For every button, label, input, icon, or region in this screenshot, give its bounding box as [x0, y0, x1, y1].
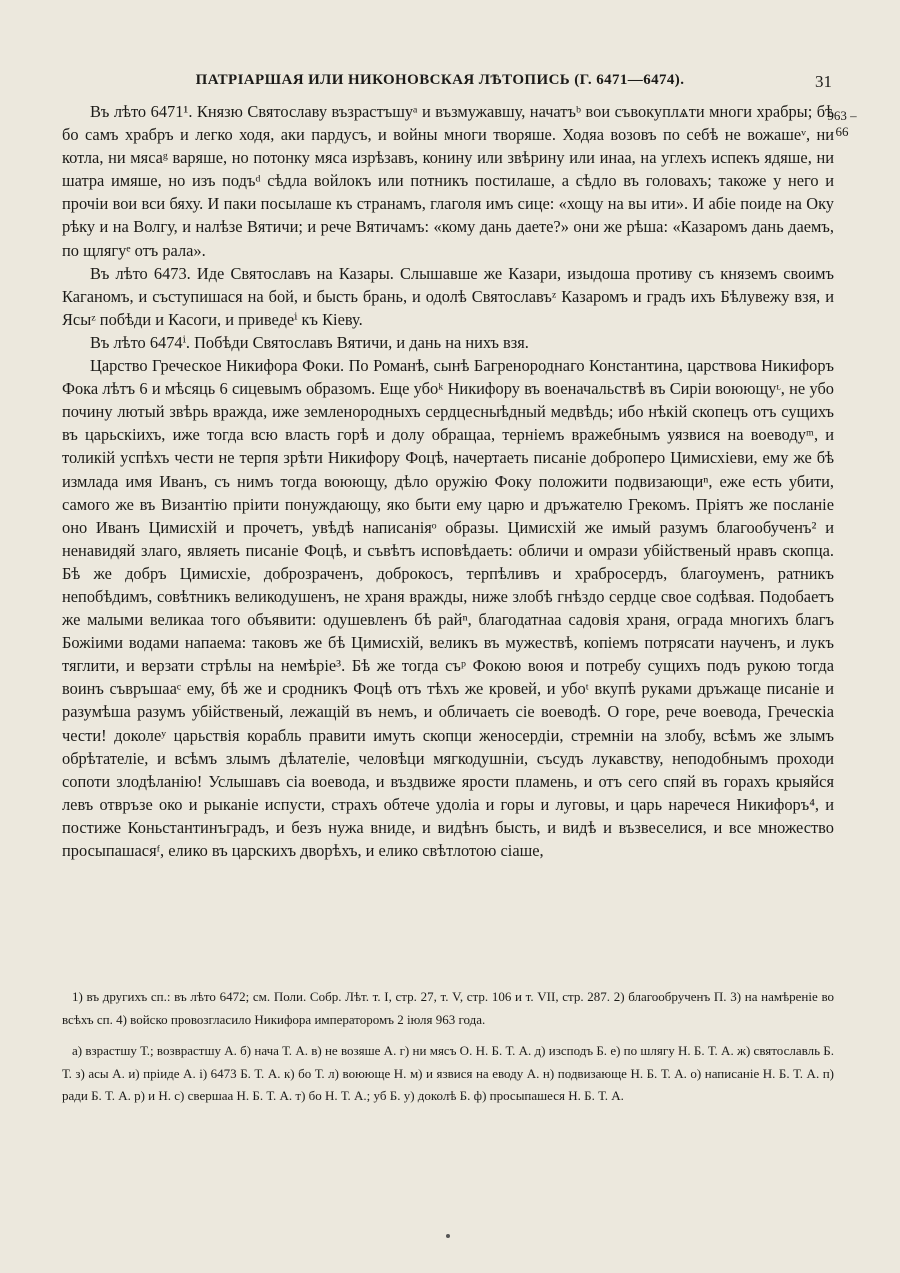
footnotes-variants	[62, 1040, 834, 1108]
footnotes-main	[62, 986, 834, 1031]
paragraph: Въ лѣто 6471¹. Князю Святославу възрастъшуᵃ и възмужавшу, начатъᵇ вои съвокуплѧти многи храбры; бѣ бо самъ храбръ и легко ходя, аки пардусъ, и войны многи творяше. Ходяа возовъ по себѣ не вожашеᵛ, ни котла, ни мясаᵍ варяше, но потонку мяса изрѣзавъ, конину или звѣрину или инаа, на углехъ испекъ ядяше, ни шатра имяше, но изъ подъᵈ сѣдла войлокъ или потникъ постилаше, а сѣдло въ головахъ; такоже у него и прочіи вои вси бяху. И паки посылаше къ странамъ, глаголя имъ сице: «хощу на вы ити». И абіе поиде на Оку рѣку и на Волгу, и налѣзе Вятичи; и рече Вятичамъ: «кому дань даете?» они же рѣша: «Казаромъ дань даемъ, по щлягуᵉ отъ рала».	[62, 102, 834, 260]
paragraph: Въ лѣто 6474ⁱ. Побѣди Святославъ Вятичи, и дань на нихъ взя.	[90, 332, 529, 352]
paragraph: Царство Греческое Никифора Фоки. По Романѣ, сынѣ Багренороднаго Константина, царствова Никифоръ Фока лѣтъ 6 и мѣсяць 6 сицевымъ образомъ. Еще убоᵏ Никифору въ военачальствѣ въ Сиріи воюющуᶫ, не убо почину лютый звѣрь вражда, иже земленородныхъ сердцесныѣдный медвѣдь; ибо нѣкій скопецъ отъ сущихъ въ царьскіихъ, иже тогда всю власть горѣ и долу обращаа, терніемъ вражебнымъ уязвися на воеводуᵐ, и толикій успѣхъ чести не терпя зрѣти Никифору Фоцѣ, начертаеть писаніе доброперо Цимисхіеви, ему же бѣ измлада имя Иванъ, съ нимъ тогда воюющу, дѣло оружію Фоку положити подвизающиⁿ, еже есть убити, самого же въ Византію пріити понуждающу, яко быти ему царю и дръжателю Грекомъ. Пріятъ же посланіе оно Иванъ Цимисхій и прочетъ, увѣдѣ написаніяᵒ образы. Цимисхій же имый разумъ благообученъ² и ненавидяй злаго, являеть писаніе Фоцѣ, и съвѣтъ исповѣдаеть: обличи и омрази убійственый нравъ скопца. Бѣ же добръ Цимисхіе, доброзраченъ, доброкосъ, терпѣливъ и храбросердъ, благоуменъ, ратникъ непобѣдимъ, совѣтникъ великодушенъ, не храня вражды, ниже злобѣ гнѣздо сердце свое содѣвая. Подобаетъ же малыми великаа того объявити: одушевленъ бѣ райⁿ, благодатнаа садовія храня, ограда многихъ благъ Божіими водами напаема: таковъ же бѣ Цимисхій, великъ въ мужествѣ, копіемъ потрясати наученъ, и лукъ тяглити, и верзати стрѣлы на немѣріе³. Бѣ же тогда съᵖ Фокою воюя и потребу сущихъ подъ рукою тогда воинъ съвръшааᶜ ему, бѣ же и сродникъ Фоцѣ отъ тѣхъ же кровей, и убоᵗ вкупѣ руками дръжаще писаніе и разумѣша разумъ убійственый, лежащій въ немъ, и обличаеть сіе воеводѣ. О горе, рече воевода, Греческіа чести! доколеʸ царьствія корабль правити имуть скопци женосердіи, стремніи на злобу, всѣмъ же злымъ обрѣтателіе, и всѣмъ злымъ дѣлателіе, человѣци мягкодушніи, съсудъ лукавству, неподобнымъ проходи сопоти злодѣланію! Услышавъ сіа воевода, и въздвиже ярости пламень, и отъ сего спяй въ горахъ крыяйся левъ отвръзе око и рыканіе испусти, страхъ обтече удоліа и горы и луговы, и царь наречеся Никифоръ⁴, и постиже Коньстантинъградъ, и безъ нужа вниде, и видѣнъ бысть, и видѣ и възвеселися, и все множество просыпашасяᶠ, елико въ царскихъ дворѣхъ, и елико свѣтлотою сіаше,	[62, 356, 834, 860]
chronicle-text	[62, 100, 834, 862]
page-number: 31	[815, 72, 832, 91]
paragraph: Въ лѣто 6473. Иде Святославъ на Казары. Слышавше же Казари, изыдоша противу съ княземъ своимъ Каганомъ, и съступишася на бой, и бысть брань, и одолѣ Святославъᶻ Казаромъ и градъ ихъ Бѣлувежу взя, и Ясыᶻ побѣди и Касоги, и приведеⁱ къ Кіеву.	[62, 263, 834, 329]
running-header: ПАТРІАРШАЯ ИЛИ НИКОНОВСКАЯ ЛѢТОПИСЬ (Г. 6471—6474).	[195, 72, 685, 88]
margin-year-note: 963 – 66	[827, 108, 857, 139]
footnote-text: 1) въ другихъ сп.: въ лѣто 6472; см. Поли. Собр. Лѣт. т. I, стр. 27, т. V, стр. 106 и т. VII, стр. 287. 2) благообрученъ П. 3) на намѣреніе во всѣхъ сп. 4) войско провозгласило Никифора императоромъ 2 іюля 963 года.	[62, 989, 834, 1027]
page-dot-mark	[446, 1234, 450, 1238]
variant-readings: а) взрастшу Т.; возврастшу А. б) нача Т. А. в) не возяше А. г) ни мясъ О. Н. Б. Т. А. д) изсподъ Б. е) по шлягу Н. Б. Т. А. ж) святославль Б. Т. з) асы А. и) пріиде А. і) 6473 Б. Т. А. к) бо Т. л) воююще Н. м) и язвися на еводу А. н) подвизающе Н. Б. Т. А. о) написаніе Н. Б. Т. А. п) ради Б. Т. А. р) и Н. с) свершаа Н. Б. Т. А. т) бо Н. Т. А.; уб Б. у) доколѣ Б. ф) просыпашеся Н. Б. Т. А.	[62, 1043, 834, 1103]
